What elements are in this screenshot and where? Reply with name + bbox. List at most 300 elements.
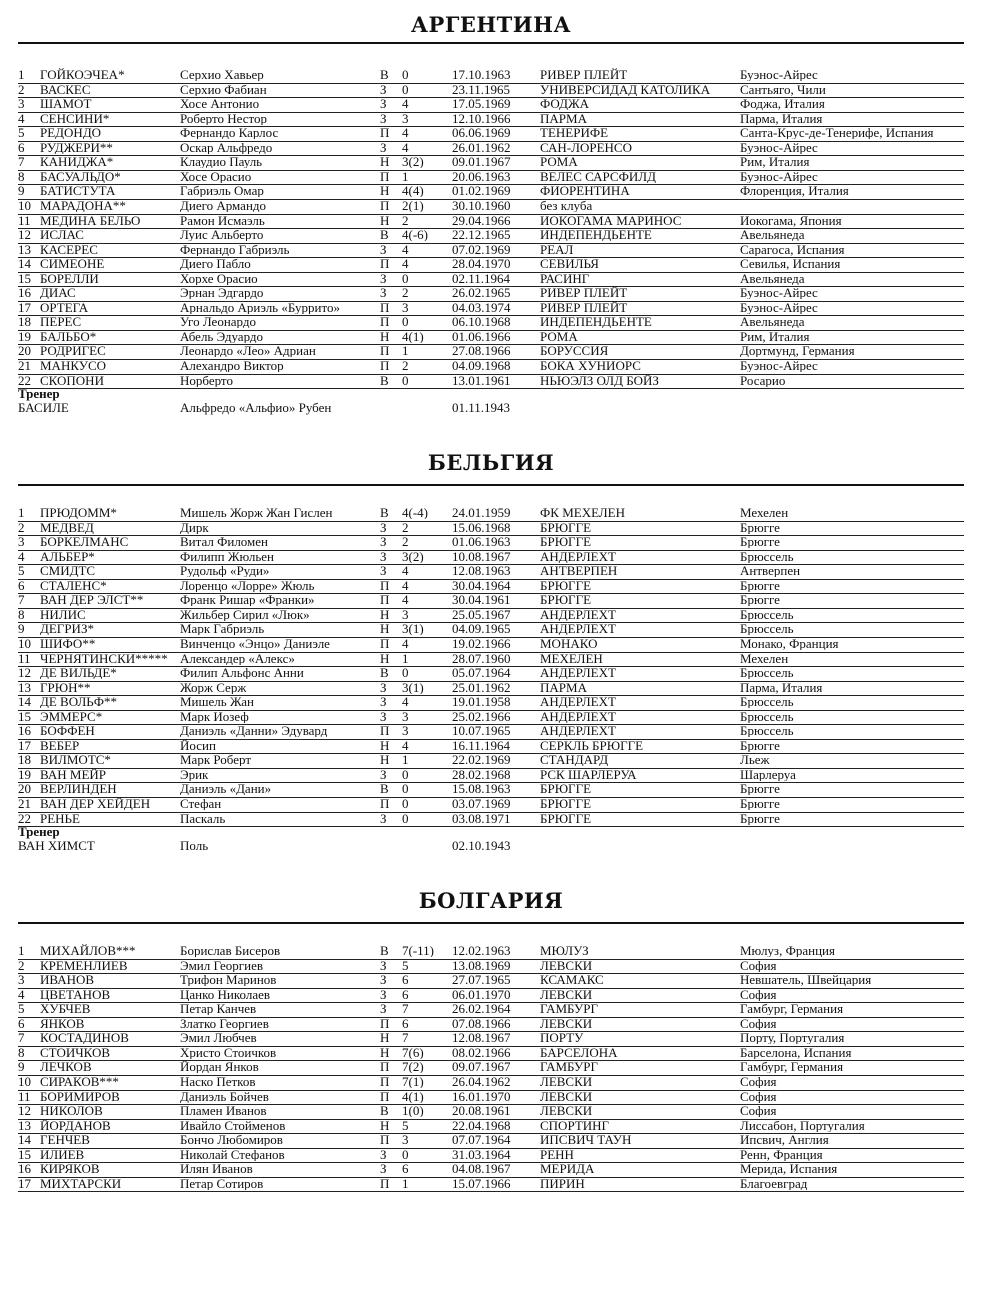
player-club: ФИОРЕНТИНА bbox=[540, 184, 630, 198]
player-birth-date: 26.02.1964 bbox=[452, 1002, 511, 1016]
player-position: В bbox=[380, 1104, 389, 1118]
player-birth-date: 04.09.1965 bbox=[452, 622, 511, 636]
player-caps: 2 bbox=[402, 213, 409, 227]
player-position: В bbox=[380, 666, 389, 680]
player-first-names: Эрик bbox=[180, 767, 209, 781]
coach-surname: ВАН ХИМСТ bbox=[18, 838, 95, 853]
player-number: 4 bbox=[18, 549, 25, 563]
player-birth-date: 05.07.1964 bbox=[452, 666, 511, 680]
player-row bbox=[18, 652, 964, 668]
player-position: В bbox=[380, 228, 389, 242]
player-first-names: Роберто Нестор bbox=[180, 111, 267, 125]
player-number: 4 bbox=[18, 111, 25, 125]
player-club: ИПСВИЧ ТАУН bbox=[540, 1133, 632, 1147]
player-surname: ВАСКЕС bbox=[40, 82, 91, 96]
player-surname: ВЕБЕР bbox=[40, 738, 80, 752]
player-city: Авельянеда bbox=[740, 271, 805, 285]
player-number: 8 bbox=[18, 169, 25, 183]
player-surname: КАНИДЖА* bbox=[40, 155, 114, 169]
player-club: КСАМАКС bbox=[540, 973, 604, 987]
player-caps: 5 bbox=[402, 958, 409, 972]
player-surname: КАСЕРЕС bbox=[40, 242, 98, 256]
player-row bbox=[18, 1177, 964, 1193]
player-position: З bbox=[380, 680, 387, 694]
player-caps: 3 bbox=[402, 709, 409, 723]
player-birth-date: 10.07.1965 bbox=[452, 724, 511, 738]
player-number: 5 bbox=[18, 1002, 25, 1016]
player-city: Лиссабон, Португалия bbox=[740, 1118, 865, 1132]
player-surname: ГОЙКОЭЧЕА* bbox=[40, 68, 125, 81]
player-birth-date: 23.11.1965 bbox=[452, 82, 511, 96]
player-club: ПАРМА bbox=[540, 680, 587, 694]
player-birth-date: 28.07.1960 bbox=[452, 651, 511, 665]
player-position: П bbox=[380, 797, 390, 810]
player-surname: БОФФЕН bbox=[40, 724, 95, 738]
player-first-names: Алехандро Виктор bbox=[180, 359, 284, 372]
player-surname: ЛЕЧКОВ bbox=[40, 1060, 92, 1074]
player-position: З bbox=[380, 82, 387, 96]
player-position: Н bbox=[380, 1045, 390, 1059]
player-number: 11 bbox=[18, 213, 31, 227]
player-first-names: Габриэль Омар bbox=[180, 184, 264, 198]
player-birth-date: 28.02.1968 bbox=[452, 767, 511, 781]
player-number: 11 bbox=[18, 651, 31, 665]
player-birth-date: 27.08.1966 bbox=[452, 344, 511, 358]
player-first-names: Йордан Янков bbox=[180, 1060, 259, 1074]
player-surname: ДЕГРИЗ* bbox=[40, 622, 94, 636]
player-row bbox=[18, 1060, 964, 1076]
player-first-names: Серхио Фабиан bbox=[180, 82, 267, 96]
player-first-names: Марк Габриэль bbox=[180, 622, 265, 636]
player-city: Буэнос-Айрес bbox=[740, 359, 818, 372]
country-title: БОЛГАРИЯ bbox=[418, 888, 564, 913]
player-first-names: Лоренцо «Лорре» Жюль bbox=[180, 578, 315, 592]
player-city: София bbox=[740, 1016, 777, 1030]
player-row bbox=[18, 214, 964, 230]
player-birth-date: 07.02.1969 bbox=[452, 242, 511, 256]
player-surname: ЧЕРНЯТИНСКИ***** bbox=[40, 651, 168, 665]
player-number: 9 bbox=[18, 184, 25, 198]
player-position: П bbox=[380, 1089, 390, 1103]
player-number: 2 bbox=[18, 82, 25, 96]
player-row bbox=[18, 695, 964, 711]
player-row bbox=[18, 681, 964, 697]
player-surname: МЕДИНА БЕЛЬО bbox=[40, 213, 141, 227]
player-surname: ЭММЕРС* bbox=[40, 709, 103, 723]
player-row bbox=[18, 1046, 964, 1062]
player-club: ПОРТУ bbox=[540, 1031, 584, 1045]
player-row bbox=[18, 301, 964, 317]
player-first-names: Оскар Альфредо bbox=[180, 140, 273, 154]
player-caps: 3 bbox=[402, 607, 409, 621]
title-rule bbox=[18, 922, 964, 924]
player-caps: 0 bbox=[402, 797, 409, 810]
player-number: 20 bbox=[18, 344, 31, 358]
player-first-names: Эмил Любчев bbox=[180, 1031, 257, 1045]
player-first-names: Эрнан Эдгардо bbox=[180, 286, 264, 300]
player-row bbox=[18, 228, 964, 244]
player-caps: 0 bbox=[402, 373, 409, 387]
player-caps: 4 bbox=[402, 126, 409, 140]
player-position: В bbox=[380, 782, 389, 796]
player-city: Буэнос-Айрес bbox=[740, 140, 818, 154]
player-caps: 4 bbox=[402, 593, 409, 607]
player-surname: СМИДТС bbox=[40, 564, 96, 578]
player-birth-date: 12.10.1966 bbox=[452, 111, 511, 125]
player-position: В bbox=[380, 944, 389, 957]
player-caps: 2 bbox=[402, 520, 409, 534]
player-caps: 6 bbox=[402, 1162, 409, 1176]
player-club: АНДЕРЛЕХТ bbox=[540, 709, 616, 723]
player-position: Н bbox=[380, 184, 390, 198]
player-city: Мюлуз, Франция bbox=[740, 944, 835, 957]
player-surname: ШИФО** bbox=[40, 636, 96, 650]
player-position: З bbox=[380, 549, 387, 563]
player-club: АНДЕРЛЕХТ bbox=[540, 549, 616, 563]
player-birth-date: 09.07.1967 bbox=[452, 1060, 511, 1074]
player-caps: 3(1) bbox=[402, 680, 424, 694]
player-first-names: Рамон Исмаэль bbox=[180, 213, 265, 227]
player-row bbox=[18, 710, 964, 726]
player-position: П bbox=[380, 1133, 390, 1147]
player-number: 1 bbox=[18, 506, 25, 519]
player-city: Монако, Франция bbox=[740, 636, 839, 650]
player-row bbox=[18, 812, 964, 828]
player-row bbox=[18, 944, 964, 960]
player-club: ЛЕВСКИ bbox=[540, 1104, 593, 1118]
player-city: Брюгге bbox=[740, 520, 780, 534]
player-city: Рим, Италия bbox=[740, 329, 810, 343]
player-row bbox=[18, 1090, 964, 1106]
player-number: 8 bbox=[18, 607, 25, 621]
player-caps: 4 bbox=[402, 636, 409, 650]
player-number: 8 bbox=[18, 1045, 25, 1059]
player-number: 9 bbox=[18, 1060, 25, 1074]
player-city: Буэнос-Айрес bbox=[740, 286, 818, 300]
player-position: П bbox=[380, 359, 390, 372]
player-birth-date: 22.04.1968 bbox=[452, 1118, 511, 1132]
player-first-names: Диего Пабло bbox=[180, 257, 251, 271]
player-surname: НИКОЛОВ bbox=[40, 1104, 103, 1118]
player-position: П bbox=[380, 1016, 390, 1030]
player-caps: 4(1) bbox=[402, 1089, 424, 1103]
player-city: Брюссель bbox=[740, 622, 794, 636]
player-position: П bbox=[380, 1060, 390, 1074]
player-surname: ОРТЕГА bbox=[40, 300, 89, 314]
player-position: З bbox=[380, 767, 387, 781]
player-number: 13 bbox=[18, 242, 31, 256]
player-number: 15 bbox=[18, 271, 31, 285]
player-birth-date: 25.01.1962 bbox=[452, 680, 511, 694]
player-surname: РУДЖЕРИ** bbox=[40, 140, 113, 154]
player-surname: ДЕ ВОЛЬФ** bbox=[40, 695, 118, 709]
player-caps: 1 bbox=[402, 1176, 409, 1190]
player-city: Брюгге bbox=[740, 593, 780, 607]
player-position: П bbox=[380, 344, 390, 358]
coach-row bbox=[18, 400, 964, 415]
player-number: 1 bbox=[18, 944, 25, 957]
player-first-names: Даниэль Бойчев bbox=[180, 1089, 269, 1103]
player-caps: 7 bbox=[402, 1031, 409, 1045]
player-position: З bbox=[380, 564, 387, 578]
player-row bbox=[18, 973, 964, 989]
player-first-names: Фернандо Габриэль bbox=[180, 242, 290, 256]
player-first-names: Рудольф «Руди» bbox=[180, 564, 270, 578]
player-number: 1 bbox=[18, 68, 25, 81]
player-surname: ВАН МЕЙР bbox=[40, 767, 106, 781]
player-birth-date: 26.04.1962 bbox=[452, 1074, 511, 1088]
player-caps: 4(-4) bbox=[402, 506, 428, 519]
player-city: София bbox=[740, 1089, 777, 1103]
player-position: Н bbox=[380, 329, 390, 343]
player-first-names: Франк Ришар «Франки» bbox=[180, 593, 315, 607]
player-number: 7 bbox=[18, 593, 25, 607]
player-position: Н bbox=[380, 213, 390, 227]
player-number: 9 bbox=[18, 622, 25, 636]
player-club: без клуба bbox=[540, 198, 593, 212]
player-first-names: Филипп Жюльен bbox=[180, 549, 275, 563]
player-birth-date: 19.01.1958 bbox=[452, 695, 511, 709]
player-birth-date: 22.02.1969 bbox=[452, 753, 511, 767]
coach-row bbox=[18, 838, 964, 853]
player-row bbox=[18, 564, 964, 580]
player-number: 16 bbox=[18, 286, 31, 300]
player-birth-date: 15.07.1966 bbox=[452, 1176, 511, 1190]
player-position: П bbox=[380, 578, 390, 592]
player-surname: ПЕРЕС bbox=[40, 315, 82, 329]
player-surname: СТАЛЕНС* bbox=[40, 578, 107, 592]
player-surname: ВАН ДЕР ЭЛСТ** bbox=[40, 593, 144, 607]
player-caps: 1 bbox=[402, 344, 409, 358]
player-club: РСК ШАРЛЕРУА bbox=[540, 767, 637, 781]
player-caps: 5 bbox=[402, 1118, 409, 1132]
player-number: 18 bbox=[18, 753, 31, 767]
player-city: Брюгге bbox=[740, 535, 780, 549]
title-rule bbox=[18, 484, 964, 486]
player-row bbox=[18, 68, 964, 84]
player-first-names: Христо Стоичков bbox=[180, 1045, 277, 1059]
player-city: София bbox=[740, 1104, 777, 1118]
coach-heading: Тренер bbox=[18, 824, 60, 839]
player-number: 16 bbox=[18, 1162, 31, 1176]
player-row bbox=[18, 1133, 964, 1149]
player-city: София bbox=[740, 987, 777, 1001]
player-first-names: Стефан bbox=[180, 797, 222, 810]
player-position: З bbox=[380, 1002, 387, 1016]
player-club: БАРСЕЛОНА bbox=[540, 1045, 618, 1059]
player-number: 12 bbox=[18, 666, 31, 680]
player-row bbox=[18, 374, 964, 390]
player-city: Авельянеда bbox=[740, 315, 805, 329]
player-first-names: Паскаль bbox=[180, 811, 226, 825]
player-number: 15 bbox=[18, 1147, 31, 1161]
player-caps: 0 bbox=[402, 82, 409, 96]
player-club: ЛЕВСКИ bbox=[540, 1074, 593, 1088]
player-city: Парма, Италия bbox=[740, 111, 823, 125]
player-position: Н bbox=[380, 1118, 390, 1132]
player-first-names: Хосе Антонио bbox=[180, 97, 260, 111]
player-club: ЛЕВСКИ bbox=[540, 987, 593, 1001]
player-city: Антверпен bbox=[740, 564, 801, 578]
player-number: 19 bbox=[18, 767, 31, 781]
player-number: 7 bbox=[18, 155, 25, 169]
player-club: ПИРИН bbox=[540, 1176, 585, 1190]
player-position: Н bbox=[380, 651, 390, 665]
player-position: З bbox=[380, 958, 387, 972]
player-position: З bbox=[380, 535, 387, 549]
player-city: Порту, Португалия bbox=[740, 1031, 845, 1045]
player-city: Брюссель bbox=[740, 695, 794, 709]
player-position: В bbox=[380, 373, 389, 387]
player-surname: ДЕ ВИЛЬДЕ* bbox=[40, 666, 117, 680]
coach-heading: Тренер bbox=[18, 386, 60, 401]
player-surname: КРЕМЕНЛИЕВ bbox=[40, 958, 128, 972]
player-club: БОРУССИЯ bbox=[540, 344, 609, 358]
player-club: БРЮГГЕ bbox=[540, 593, 592, 607]
player-position: П bbox=[380, 636, 390, 650]
player-row bbox=[18, 535, 964, 551]
player-club: РОМА bbox=[540, 329, 578, 343]
player-birth-date: 19.02.1966 bbox=[452, 636, 511, 650]
player-row bbox=[18, 1162, 964, 1178]
player-first-names: Александер «Алекс» bbox=[180, 651, 295, 665]
player-surname: СКОПОНИ bbox=[40, 373, 104, 387]
player-club: ПАРМА bbox=[540, 111, 587, 125]
player-caps: 1 bbox=[402, 169, 409, 183]
player-club: ТЕНЕРИФЕ bbox=[540, 126, 609, 140]
player-surname: БОРКЕЛМАНС bbox=[40, 535, 129, 549]
player-number: 16 bbox=[18, 724, 31, 738]
player-row bbox=[18, 1031, 964, 1047]
player-birth-date: 12.02.1963 bbox=[452, 944, 511, 957]
player-number: 12 bbox=[18, 228, 31, 242]
player-club: ИОКОГАМА МАРИНОС bbox=[540, 213, 682, 227]
player-birth-date: 08.02.1966 bbox=[452, 1045, 511, 1059]
player-first-names: Бончо Любомиров bbox=[180, 1133, 283, 1147]
player-number: 2 bbox=[18, 958, 25, 972]
player-caps: 0 bbox=[402, 271, 409, 285]
player-first-names: Филип Альфонс Анни bbox=[180, 666, 304, 680]
player-row bbox=[18, 666, 964, 682]
player-row bbox=[18, 506, 964, 522]
player-number: 5 bbox=[18, 126, 25, 140]
player-row bbox=[18, 959, 964, 975]
player-caps: 4 bbox=[402, 695, 409, 709]
player-birth-date: 29.04.1966 bbox=[452, 213, 511, 227]
player-position: П bbox=[380, 1176, 390, 1190]
player-first-names: Жильбер Сирил «Люк» bbox=[180, 607, 310, 621]
player-caps: 4 bbox=[402, 738, 409, 752]
player-number: 3 bbox=[18, 97, 25, 111]
player-first-names: Уго Леонардо bbox=[180, 315, 256, 329]
player-row bbox=[18, 724, 964, 740]
player-caps: 4(4) bbox=[402, 184, 424, 198]
player-birth-date: 03.07.1969 bbox=[452, 797, 511, 810]
player-position: З bbox=[380, 520, 387, 534]
player-row bbox=[18, 97, 964, 113]
player-surname: ГЕНЧЕВ bbox=[40, 1133, 90, 1147]
player-club: РАСИНГ bbox=[540, 271, 590, 285]
player-first-names: Трифон Маринов bbox=[180, 973, 277, 987]
player-city: Санта-Крус-де-Тенерифе, Испания bbox=[740, 126, 934, 140]
player-position: З bbox=[380, 695, 387, 709]
country-title: АРГЕНТИНА bbox=[410, 12, 572, 37]
player-city: Гамбург, Германия bbox=[740, 1060, 844, 1074]
player-club: СЕРКЛЬ БРЮГГЕ bbox=[540, 738, 644, 752]
player-city: Буэнос-Айрес bbox=[740, 68, 818, 81]
player-row bbox=[18, 550, 964, 566]
player-caps: 4 bbox=[402, 564, 409, 578]
player-birth-date: 17.05.1969 bbox=[452, 97, 511, 111]
player-first-names: Борислав Бисеров bbox=[180, 944, 281, 957]
player-caps: 7(2) bbox=[402, 1060, 424, 1074]
player-first-names: Марк Иозеф bbox=[180, 709, 249, 723]
player-number: 5 bbox=[18, 564, 25, 578]
player-caps: 3(2) bbox=[402, 549, 424, 563]
title-rule bbox=[18, 42, 964, 44]
player-birth-date: 12.08.1967 bbox=[452, 1031, 511, 1045]
player-city: Ипсвич, Англия bbox=[740, 1133, 829, 1147]
player-club: БРЮГГЕ bbox=[540, 578, 592, 592]
player-caps: 0 bbox=[402, 767, 409, 781]
player-caps: 3(1) bbox=[402, 622, 424, 636]
player-position: Н bbox=[380, 622, 390, 636]
player-city: Брюссель bbox=[740, 666, 794, 680]
player-row bbox=[18, 521, 964, 537]
player-number: 11 bbox=[18, 1089, 31, 1103]
player-number: 17 bbox=[18, 738, 31, 752]
player-number: 10 bbox=[18, 198, 31, 212]
player-row bbox=[18, 768, 964, 784]
player-city: Парма, Италия bbox=[740, 680, 823, 694]
player-position: Н bbox=[380, 155, 390, 169]
player-number: 17 bbox=[18, 1176, 31, 1190]
player-first-names: Витал Филомен bbox=[180, 535, 269, 549]
player-club: БРЮГГЕ bbox=[540, 797, 592, 810]
player-row bbox=[18, 782, 964, 798]
player-city: Буэнос-Айрес bbox=[740, 169, 818, 183]
player-number: 6 bbox=[18, 578, 25, 592]
player-position: П bbox=[380, 169, 390, 183]
player-first-names: Пламен Иванов bbox=[180, 1104, 267, 1118]
player-city: Брюссель bbox=[740, 549, 794, 563]
player-first-names: Абель Эдуардо bbox=[180, 329, 264, 343]
player-caps: 6 bbox=[402, 1016, 409, 1030]
player-caps: 6 bbox=[402, 973, 409, 987]
player-surname: ИЛИЕВ bbox=[40, 1147, 85, 1161]
player-position: Н bbox=[380, 753, 390, 767]
player-city: Росарио bbox=[740, 373, 786, 387]
player-position: В bbox=[380, 68, 389, 81]
player-number: 21 bbox=[18, 797, 31, 810]
player-birth-date: 15.08.1963 bbox=[452, 782, 511, 796]
player-club: ГАМБУРГ bbox=[540, 1002, 599, 1016]
player-club: БРЮГГЕ bbox=[540, 811, 592, 825]
player-position: П bbox=[380, 257, 390, 271]
player-first-names: Норберто bbox=[180, 373, 233, 387]
player-row bbox=[18, 126, 964, 142]
player-surname: ШАМОТ bbox=[40, 97, 92, 111]
player-first-names: Винченцо «Энцо» Даниэле bbox=[180, 636, 330, 650]
player-club: АНДЕРЛЕХТ bbox=[540, 607, 616, 621]
player-row bbox=[18, 141, 964, 157]
player-row bbox=[18, 170, 964, 186]
player-surname: ПРЮДОММ* bbox=[40, 506, 117, 519]
player-number: 14 bbox=[18, 1133, 31, 1147]
player-city: Брюссель bbox=[740, 724, 794, 738]
player-surname: ИСЛАС bbox=[40, 228, 84, 242]
player-caps: 4 bbox=[402, 242, 409, 256]
